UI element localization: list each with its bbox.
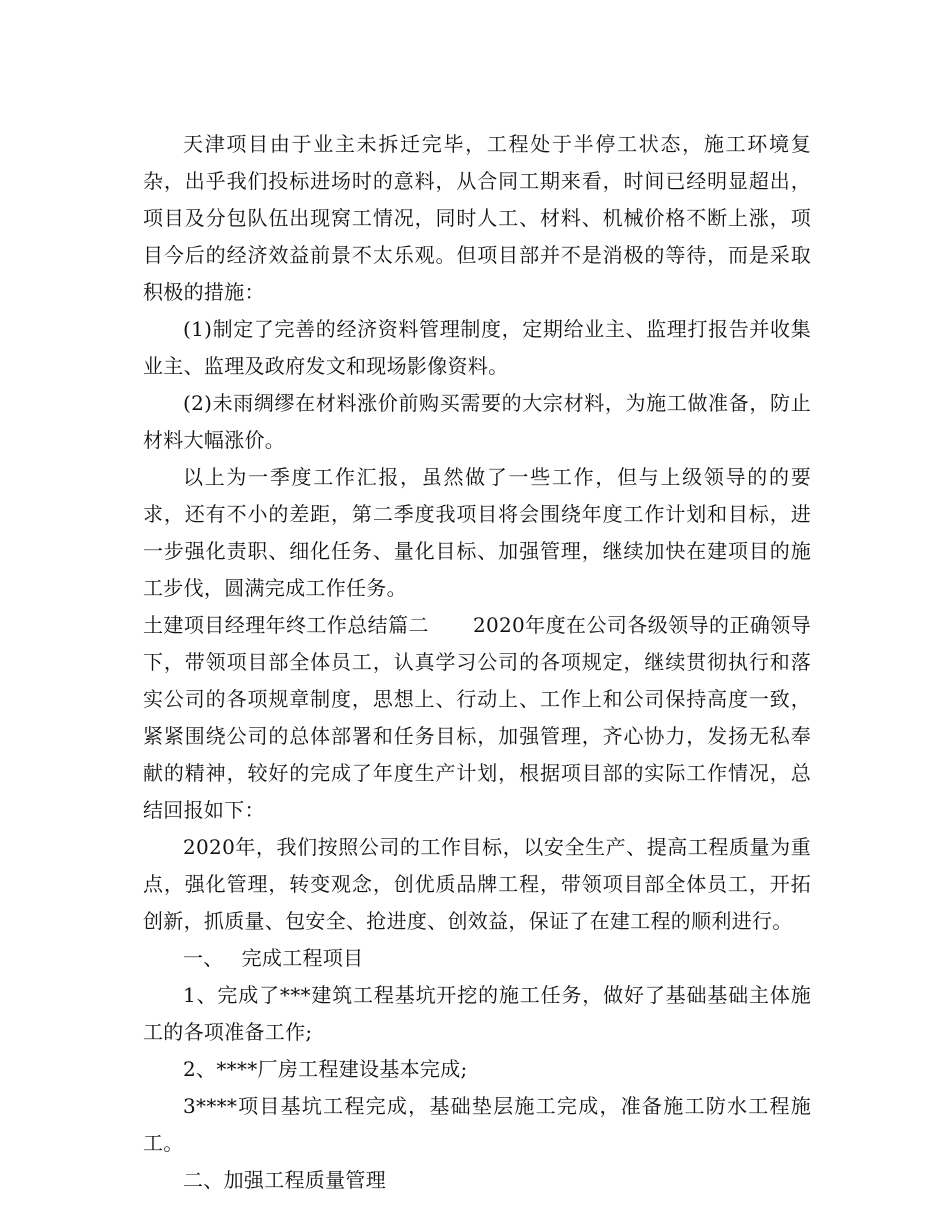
paragraph-measure-2: (2)未雨绸缪在材料涨价前购买需要的大宗材料，为施工做准备，防止材料大幅涨价。 — [143, 391, 811, 452]
heading-completed-projects — [143, 940, 811, 977]
section-title: 土建项目经理年终工作总结篇二 — [143, 613, 429, 637]
list-item-3: 3****项目基坑工程完成，基础垫层施工完成，准备施工防水工程施工。 — [143, 1094, 811, 1155]
list-item-1: 1、完成了***建筑工程基坑开挖的施工任务，做好了基础基础主体施工的各项准备工作; — [143, 983, 811, 1044]
heading-text: 完成工程项目 — [241, 946, 364, 970]
paragraph-2020-goals: 2020年，我们按照公司的工作目标，以安全生产、提高工程质量为重点，强化管理，转变观念，创优质品牌工程，带领项目部全体员工，开拓创新，抓质量、包安全、抢进度、创效益，保证了在建工程的顺利进行。 — [143, 835, 811, 933]
paragraph-part-two — [143, 607, 811, 829]
paragraph-measure-1: (1)制定了完善的经济资料管理制度，定期给业主、监理打报告并收集业主、监理及政府发文和现场影像资料。 — [143, 317, 811, 378]
heading-number: 一、 — [183, 946, 224, 970]
paragraph-quarter-summary: 以上为一季度工作汇报，虽然做了一些工作，但与上级领导的的要求，还有不小的差距，第二季度我项目将会围绕年度工作计划和目标，进一步强化责职、细化任务、量化目标、加强管理，继续加快在建项目的施工步伐，圆满完成工作任务。 — [143, 465, 811, 600]
list-item-2: 2、****厂房工程建设基本完成; — [183, 1057, 468, 1081]
paragraph-tianjin-project: 天津项目由于业主未拆迁完毕，工程处于半停工状态，施工环境复杂，出乎我们投标进场时的意料，从合同工期来看，时间已经明显超出，项目及分包队伍出现窝工情况，同时人工、材料、机械价格不断上涨，项目今后的经济效益前景不太乐观。但项目部并不是消极的等待，而是采取积极的措施： — [143, 132, 811, 304]
part-two-body: 2020年度在公司各级领导的正确领导下，带领项目部全体员工，认真学习公司的各项规定，继续贯彻执行和落实公司的各项规章制度，思想上、行动上、工作上和公司保持高度一致，紧紧围绕公司的总体部署和任务目标，加强管理，齐心协力，发扬无私奉献的精神，较好的完成了年度生产计划，根据项目部的实际工作情况，总结回报如下： — [143, 613, 811, 822]
heading-quality-management: 二、加强工程质量管理 — [183, 1168, 386, 1192]
document-body — [143, 126, 811, 1199]
